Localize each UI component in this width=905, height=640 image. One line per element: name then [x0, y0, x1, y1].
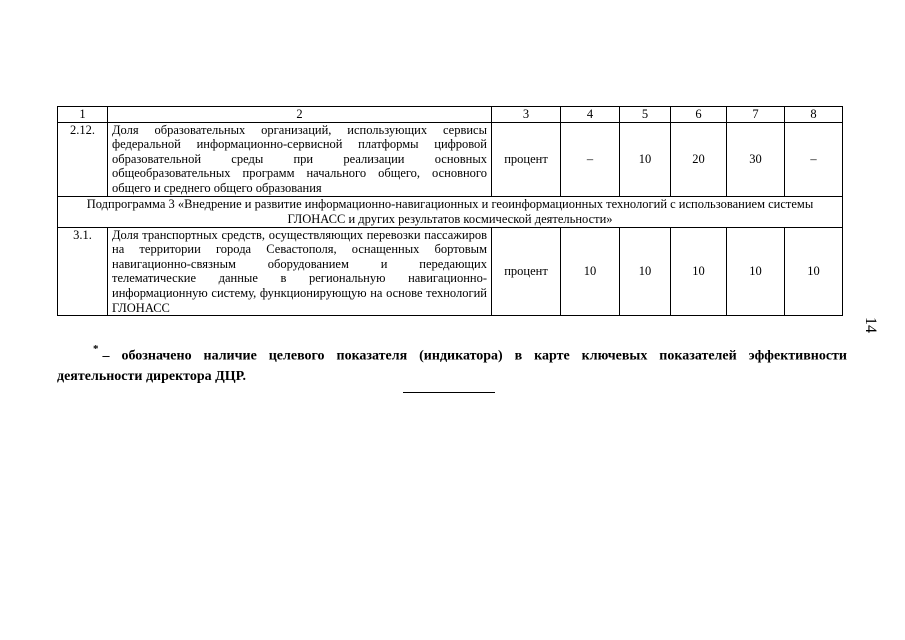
page-number: 14 — [862, 317, 879, 333]
row-value: 10 — [671, 227, 727, 316]
row-number: 3.1. — [58, 227, 108, 316]
row-value: 10 — [561, 227, 620, 316]
footnote-text: – обозначено наличие целевого показателя (индикатора) в карте ключевых показателей эффективности деятельности директора ДЦР. — [57, 348, 847, 384]
footnote — [57, 341, 847, 387]
header-cell: 1 — [58, 107, 108, 123]
header-cell: 7 — [727, 107, 785, 123]
header-cell: 5 — [620, 107, 671, 123]
table-row — [58, 227, 843, 316]
row-description: Доля транспортных средств, осуществляющих перевозки пассажиров на территории города Севастополя, оснащенных бортовым навигационно-связным оборудованием и передающих телематические данные в региональную навигационно-информационную систему, функционирующую на основе технологий ГЛОНАСС — [108, 227, 492, 316]
header-cell: 2 — [108, 107, 492, 123]
header-cell: 8 — [785, 107, 843, 123]
row-number: 2.12. — [58, 122, 108, 196]
row-value: 20 — [671, 122, 727, 196]
row-value: 10 — [785, 227, 843, 316]
row-value: 10 — [620, 122, 671, 196]
row-value: 10 — [727, 227, 785, 316]
row-value: 10 — [620, 227, 671, 316]
row-value: 30 — [727, 122, 785, 196]
header-cell: 3 — [492, 107, 561, 123]
row-unit: процент — [492, 122, 561, 196]
divider-line — [403, 392, 495, 393]
table-header-row — [58, 107, 843, 123]
header-cell: 6 — [671, 107, 727, 123]
subprogram-title: Подпрограмма 3 «Внедрение и развитие информационно-навигационных и геоинформационных технологий с использованием системы ГЛОНАСС и других результатов космической деятельности» — [58, 196, 843, 227]
footnote-marker: * — [93, 343, 99, 355]
indicators-table — [57, 106, 843, 316]
header-cell: 4 — [561, 107, 620, 123]
table-row — [58, 122, 843, 196]
row-value: – — [561, 122, 620, 196]
row-unit: процент — [492, 227, 561, 316]
subprogram-row — [58, 196, 843, 227]
row-description: Доля образовательных организаций, использующих сервисы федеральной информационно-сервисной платформы цифровой образовательной среды при реализации основных общеобразовательных программ начального общего, основного общего и среднего общего образования — [108, 122, 492, 196]
row-value: – — [785, 122, 843, 196]
